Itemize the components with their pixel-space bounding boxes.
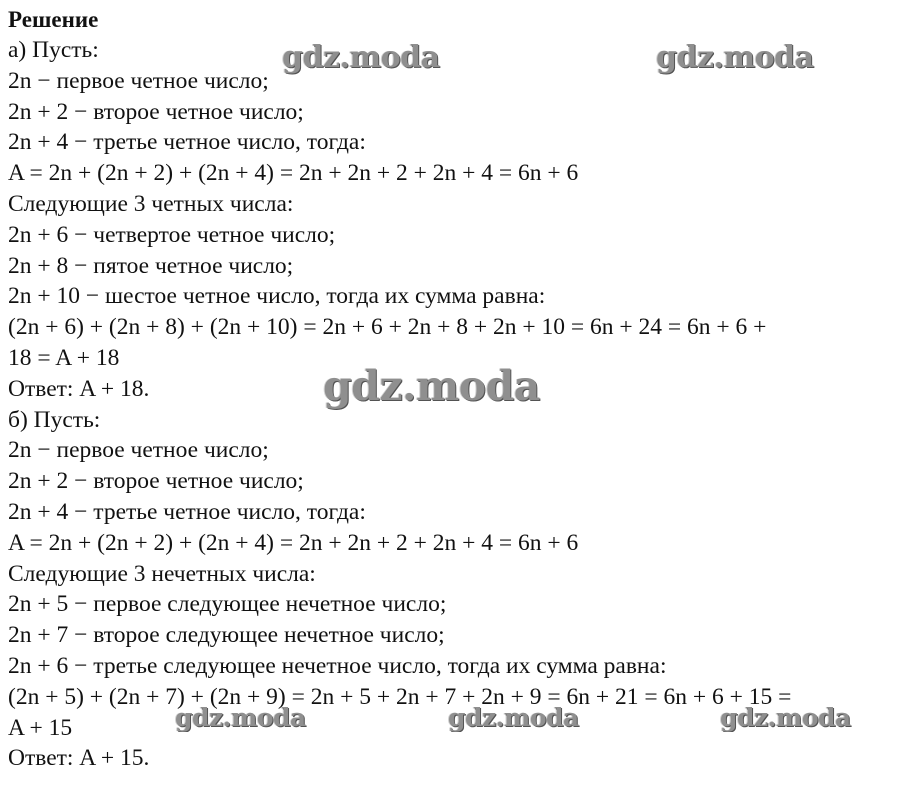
part-a-fourth-even: 2n + 6 − четвертое четное число; — [8, 221, 336, 248]
part-a-sixth-even: 2n + 10 − шестое четное число, тогда их сумма равна: — [8, 283, 546, 310]
part-b-third-odd: 2n + 6 − третье следующее нечетное число, тогда их сумма равна: — [8, 652, 667, 679]
part-a-second-even: 2n + 2 − второе четное число; — [8, 98, 304, 125]
part-b-answer: Ответ: A + 15. — [8, 745, 150, 772]
part-a-answer: Ответ: A + 18. — [8, 375, 150, 402]
part-b-third-even: 2n + 4 − третье четное число, тогда: — [8, 498, 366, 525]
part-b-first-even: 2n − первое четное число; — [8, 437, 269, 464]
part-b-second-even: 2n + 2 − второе четное число; — [8, 468, 304, 495]
solution-heading: Решение — [8, 7, 99, 32]
part-b-second-odd: 2n + 7 − второе следующее нечетное число; — [8, 622, 445, 649]
watermark-logo: gdz.moda — [282, 40, 440, 75]
watermark-logo: gdz.moda — [448, 703, 579, 732]
part-b-next-three: Следующие 3 нечетных числа: — [8, 560, 316, 587]
part-a-sum-result: 18 = A + 18 — [8, 344, 120, 371]
part-b-sum-formula: A = 2n + (2n + 2) + (2n + 4) = 2n + 2n + 2 + 2n + 4 = 6n + 6 — [8, 529, 579, 556]
part-b-sum-calculation: (2n + 5) + (2n + 7) + (2n + 9) = 2n + 5 + 2n + 7 + 2n + 9 = 6n + 21 = 6n + 6 + 15 = — [8, 683, 792, 710]
part-b-first-odd: 2n + 5 − первое следующее нечетное число; — [8, 591, 447, 618]
part-a-first-even: 2n − первое четное число; — [8, 67, 269, 94]
part-a-sum-calculation: (2n + 6) + (2n + 8) + (2n + 10) = 2n + 6 + 2n + 8 + 2n + 10 = 6n + 24 = 6n + 6 + — [8, 314, 767, 341]
part-a-fifth-even: 2n + 8 − пятое четное число; — [8, 252, 294, 279]
part-a-third-even: 2n + 4 − третье четное число, тогда: — [8, 129, 366, 156]
part-a-sum-formula: A = 2n + (2n + 2) + (2n + 4) = 2n + 2n + 2 + 2n + 4 = 6n + 6 — [8, 160, 579, 187]
watermark-logo: gdz.moda — [323, 362, 540, 410]
part-b-intro: б) Пусть: — [8, 406, 101, 433]
watermark-logo: gdz.moda — [175, 703, 306, 732]
part-a-next-three: Следующие 3 четных числа: — [8, 190, 294, 217]
watermark-logo: gdz.moda — [720, 703, 851, 732]
watermark-logo: gdz.moda — [656, 40, 814, 75]
part-a-intro: а) Пусть: — [8, 37, 99, 63]
part-b-sum-result: A + 15 — [8, 714, 73, 741]
